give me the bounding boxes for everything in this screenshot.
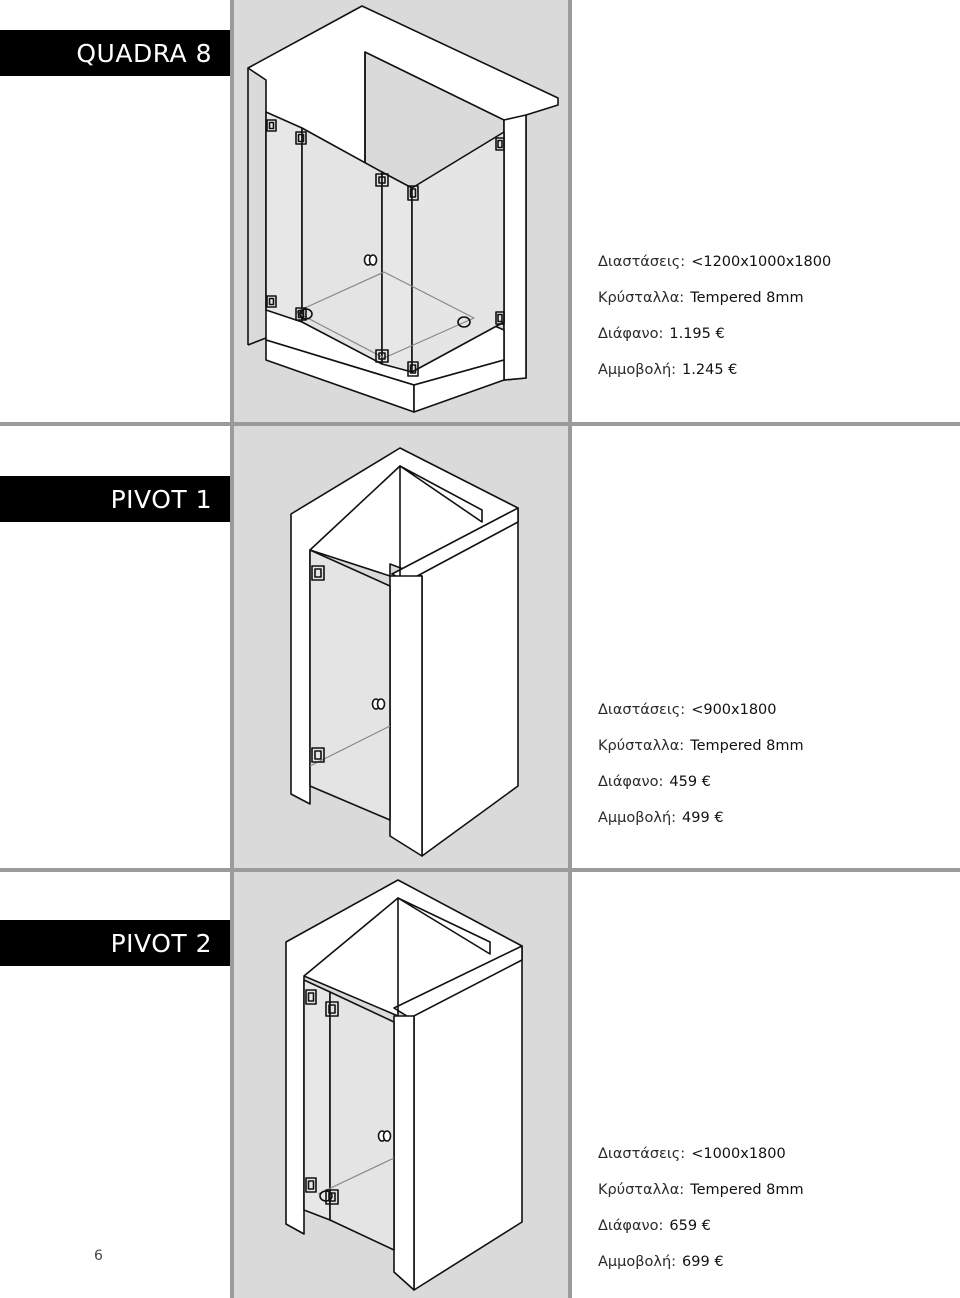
spec-value: 699 € (682, 1254, 724, 1270)
spec-sandblasted-price (598, 360, 831, 396)
spec-list (598, 252, 831, 396)
product-title: QUADRA 8 (0, 30, 230, 76)
spec-glass (598, 288, 831, 324)
spec-dimensions (598, 700, 804, 736)
spec-dimensions (598, 1144, 804, 1180)
illustration-panel (230, 426, 572, 868)
spec-clear-price (598, 324, 831, 360)
spec-label: Κρύσταλλα: (598, 290, 685, 306)
spec-label: Αμμοβολή: (598, 362, 677, 378)
spec-label: Διάφανο: (598, 774, 664, 790)
shower-enclosure-illustration (234, 426, 568, 868)
spec-value: <1000x1800 (691, 1146, 786, 1162)
spec-label: Αμμοβολή: (598, 1254, 677, 1270)
product-section-pivot-1 (0, 426, 960, 868)
spec-value: Tempered 8mm (690, 738, 804, 754)
spec-clear-price (598, 1216, 804, 1252)
spec-value: 1.195 € (669, 326, 725, 342)
spec-glass (598, 1180, 804, 1216)
spec-value: 499 € (682, 810, 724, 826)
spec-list (598, 700, 804, 844)
illustration-panel (230, 872, 572, 1298)
spec-value: 659 € (669, 1218, 711, 1234)
spec-clear-price (598, 772, 804, 808)
spec-label: Διάφανο: (598, 326, 664, 342)
spec-sandblasted-price (598, 1252, 804, 1288)
spec-label: Διαστάσεις: (598, 702, 686, 718)
product-section-pivot-2 (0, 872, 960, 1298)
page-number: 6 (94, 1248, 103, 1264)
spec-value: <1200x1000x1800 (691, 254, 832, 270)
spec-value: 1.245 € (682, 362, 738, 378)
spec-label: Διαστάσεις: (598, 1146, 686, 1162)
spec-label: Διαστάσεις: (598, 254, 686, 270)
product-title: PIVOT 1 (0, 476, 230, 522)
spec-label: Κρύσταλλα: (598, 738, 685, 754)
spec-label: Κρύσταλλα: (598, 1182, 685, 1198)
shower-enclosure-illustration (234, 0, 568, 422)
spec-label: Αμμοβολή: (598, 810, 677, 826)
spec-value: Tempered 8mm (690, 1182, 804, 1198)
spec-label: Διάφανο: (598, 1218, 664, 1234)
product-title: PIVOT 2 (0, 920, 230, 966)
product-section-quadra-8 (0, 0, 960, 422)
spec-value: 459 € (669, 774, 711, 790)
spec-value: Tempered 8mm (690, 290, 804, 306)
spec-glass (598, 736, 804, 772)
spec-list (598, 1144, 804, 1288)
spec-dimensions (598, 252, 831, 288)
spec-value: <900x1800 (691, 702, 777, 718)
spec-sandblasted-price (598, 808, 804, 844)
shower-enclosure-illustration (234, 872, 568, 1298)
illustration-panel (230, 0, 572, 422)
